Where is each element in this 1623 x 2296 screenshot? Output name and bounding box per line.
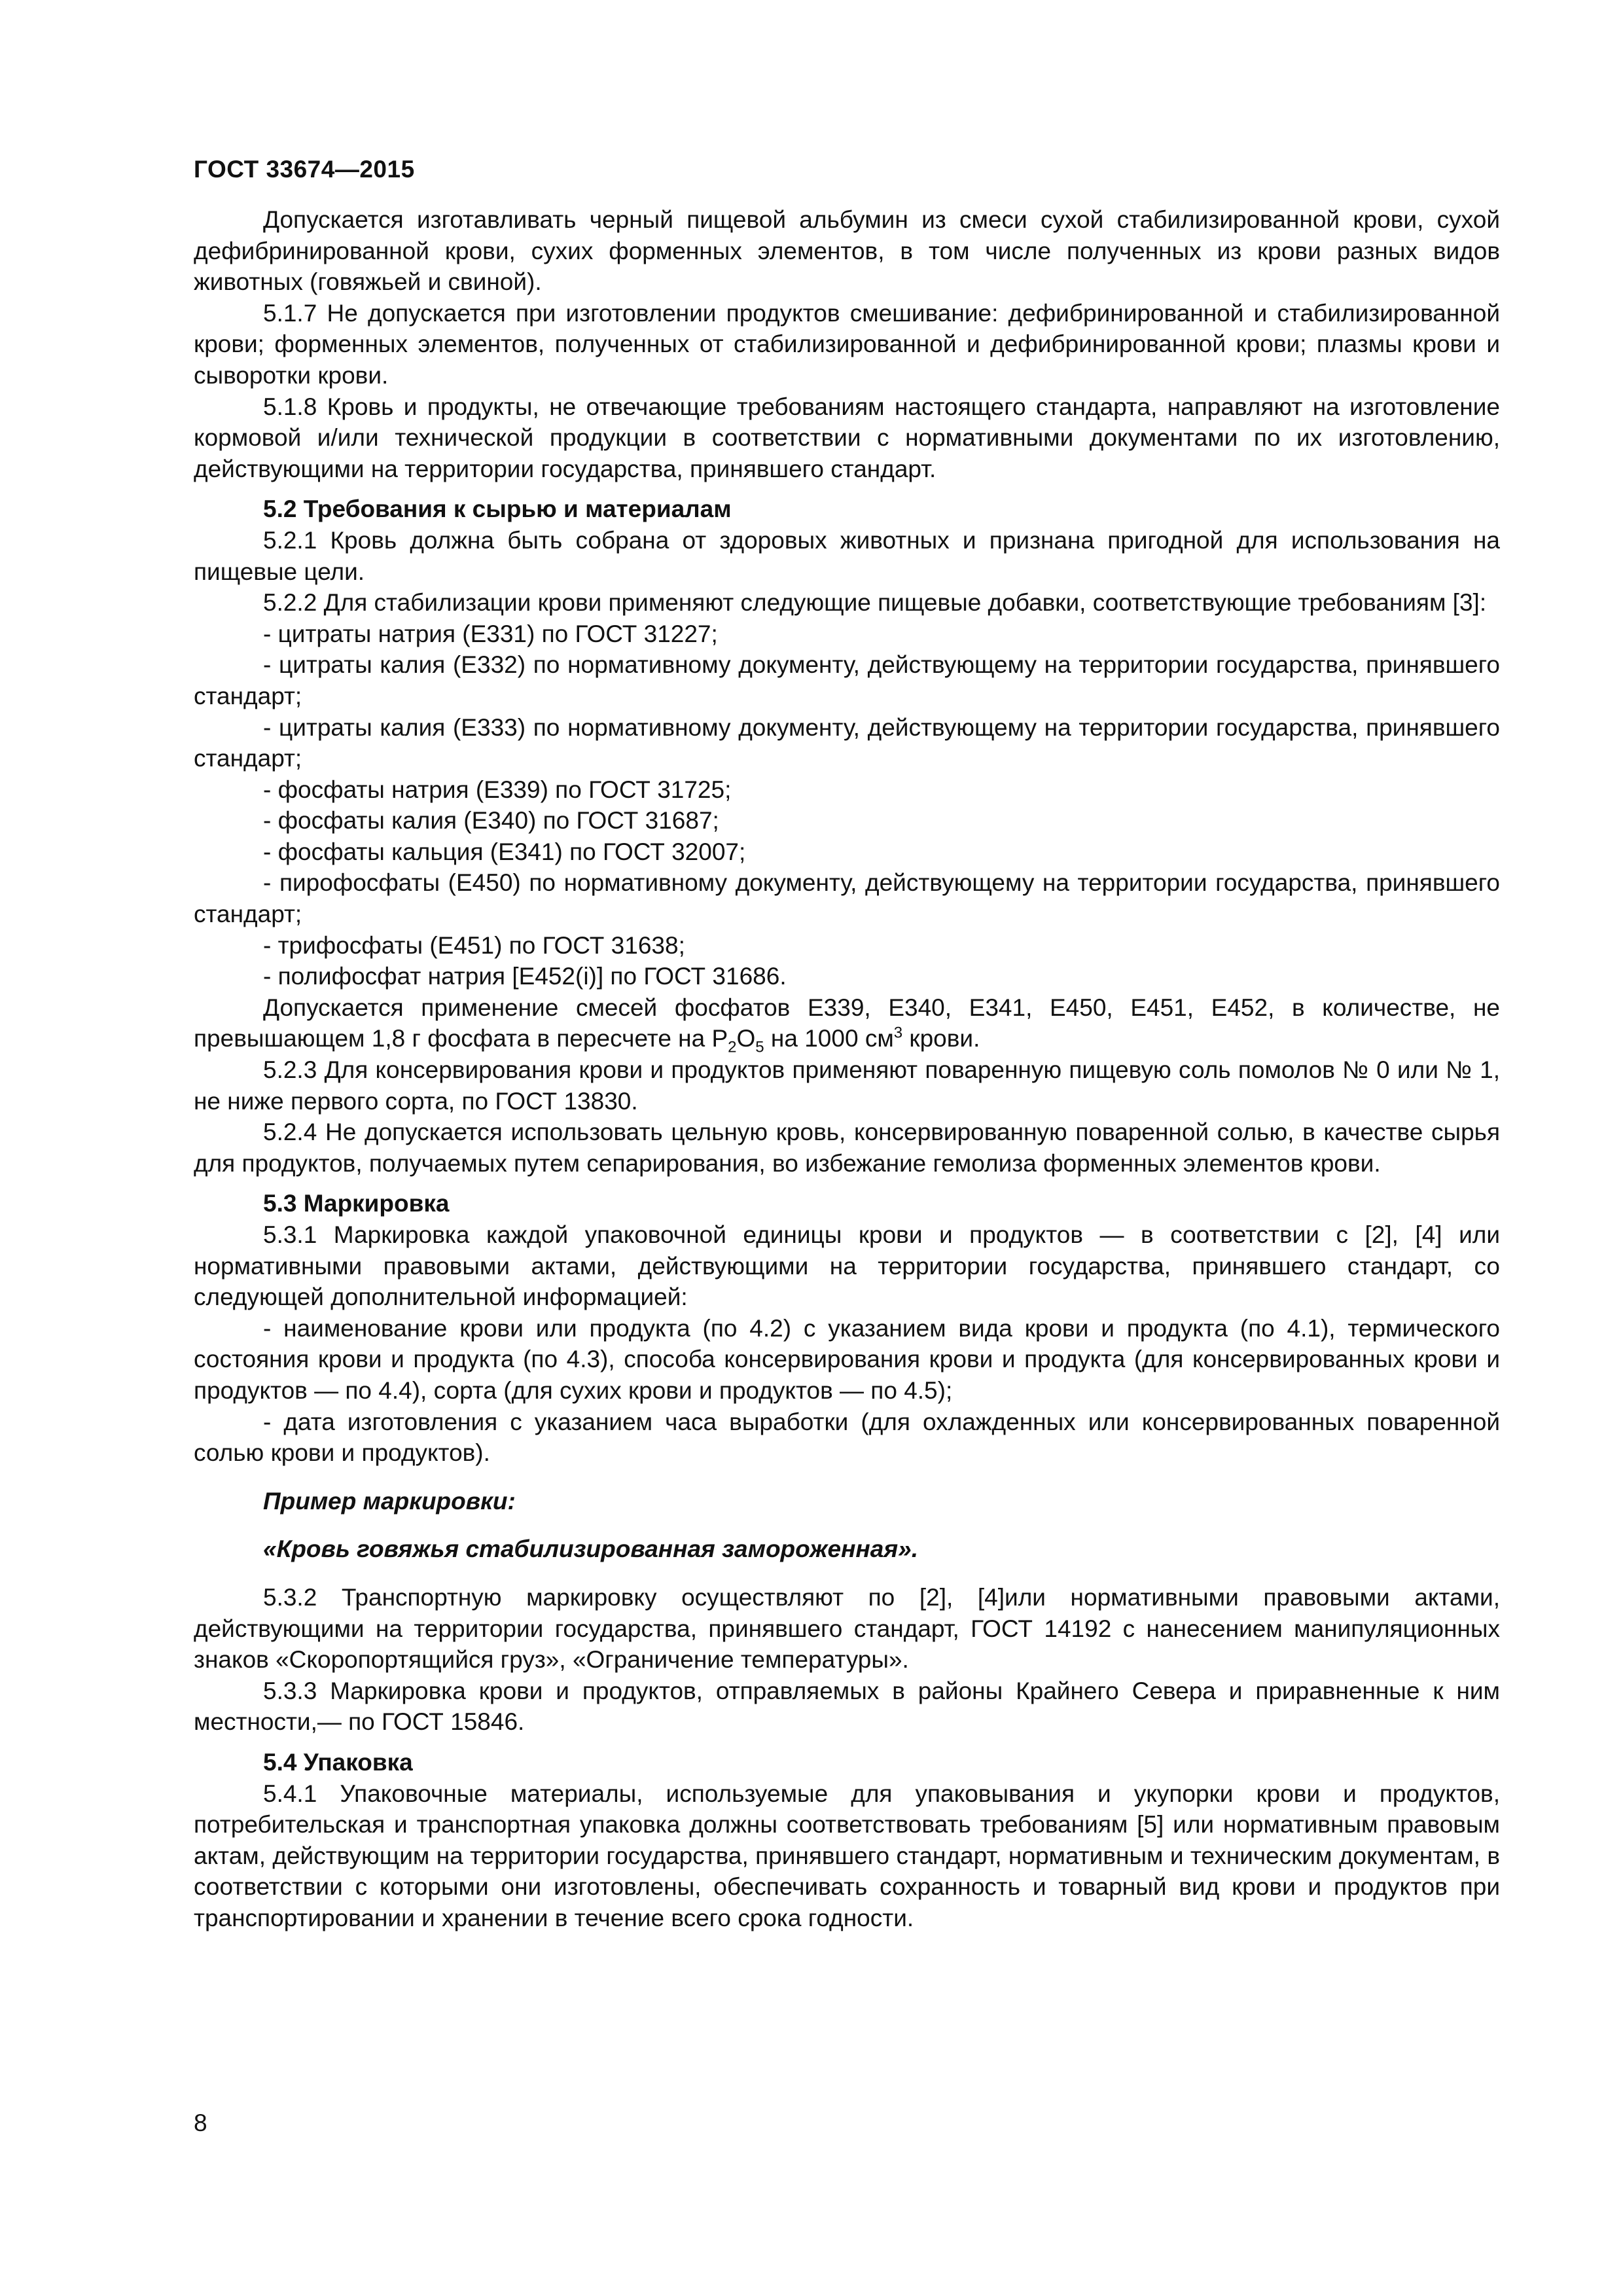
example-title: Пример маркировки: [263,1487,516,1515]
document-header: ГОСТ 33674—2015 [194,156,415,183]
list-item: - фосфаты кальция (Е341) по ГОСТ 32007; [263,838,746,865]
paragraph-5-2-1: 5.2.1 Кровь должна быть собрана от здоровых животных и признана пригодной для использования на пищевые цели. [194,526,1500,585]
list-item: - полифосфат натрия [Е452(i)] по ГОСТ 31686. [263,963,787,990]
paragraph-5-2-3: 5.2.3 Для консервирования крови и продуктов применяют поваренную пищевую соль помолов № 0 или № 1, не ниже первого сорта, по ГОСТ 13830. [194,1056,1500,1115]
list-item: - дата изготовления с указанием часа выработки (для охлажденных или консервированных поваренной солью крови и продуктов). [194,1408,1500,1467]
paragraph-5-3-3: 5.3.3 Маркировка крови и продуктов, отправляемых в районы Крайнего Севера и приравненные к ним местности,— по ГОСТ 15846. [194,1677,1500,1736]
paragraph-5-2-4: 5.2.4 Не допускается использовать цельную кровь, консервированную поваренной солью, в качестве сырья для продуктов, получаемых путем сепарирования, во избежание гемолиза форменных элементов крови. [194,1119,1500,1177]
paragraph-5-1-8: 5.1.8 Кровь и продукты, не отвечающие требованиям настоящего стандарта, направляют на изготовление кормовой и/или технической продукции в соответствии с нормативными документами по их изготовлению, действующими на территории государства, принявшего стандарт. [194,393,1500,482]
list-item: - цитраты натрия (Е331) по ГОСТ 31227; [263,620,718,647]
section-heading-5-3: 5.3 Маркировка [263,1190,450,1217]
paragraph-5-3-2: 5.3.2 Транспортную маркировку осуществляют по [2], [4]или нормативными правовыми актами, действующими на территории государства, принявшего стандарт, ГОСТ 14192 с нанесением манипуляционных знаков «Скоропортящийся груз», «Ограничение температуры». [194,1583,1500,1674]
list-item: - фосфаты калия (Е340) по ГОСТ 31687; [263,807,719,834]
paragraph-5-4-1: 5.4.1 Упаковочные материалы, используемые для упаковывания и укупорки крови и продуктов, потребительская и транспортная упаковка должны соответствовать требованиям [5] или нормативным правовым актам, действующим на территории государства, принявшего стандарт, нормативным и техническим документам, в соответствии с которыми они изготовлены, обеспечивать сохранность и товарный вид крови и продуктов при транспортировании и хранении в течение всего срока годности. [194,1780,1500,1931]
example-text: «Кровь говяжья стабилизированная замороженная». [263,1535,919,1563]
superscript: 3 [893,1024,903,1043]
document-body [194,204,1500,1933]
page-number: 8 [194,2109,207,2136]
paragraph-5-3-1: 5.3.1 Маркировка каждой упаковочной единицы крови и продуктов — в соответствии с [2], [4] или нормативными правовыми актами, действующими на территории государства, принявшего стандарт, со следующей дополнительной информацией: [194,1221,1500,1311]
subscript: 2 [728,1038,737,1056]
list-item: - пирофосфаты (Е450) по нормативному документу, действующему на территории государства, принявшего стандарт; [194,869,1500,928]
phosphate-mix-paragraph [194,992,1500,1054]
paragraph-5-2-2: 5.2.2 Для стабилизации крови применяют следующие пищевые добавки, соответствующие требованиям [3]: [263,589,1487,617]
paragraph-5-1-7: 5.1.7 Не допускается при изготовлении продуктов смешивание: дефибринированной и стабилизированной крови; форменных элементов, полученных от стабилизированной и дефибринированной крови; плазмы крови и сыворотки крови. [194,299,1500,389]
list-item: - цитраты калия (Е332) по нормативному документу, действующему на территории государства, принявшего стандарт; [194,651,1500,709]
text-run: O [736,1025,756,1052]
list-item: - фосфаты натрия (Е339) по ГОСТ 31725; [263,776,732,803]
section-heading-5-4: 5.4 Упаковка [263,1748,413,1776]
list-item: - цитраты калия (Е333) по нормативному документу, действующему на территории государства, принявшего стандарт; [194,713,1500,772]
subscript: 5 [755,1038,764,1056]
text-run: крови. [902,1025,980,1052]
text-run: на 1000 см [764,1025,894,1052]
paragraph: Допускается изготавливать черный пищевой альбумин из смеси сухой стабилизированной крови, сухой дефибринированной крови, сухих форменных элементов, в том числе полученных из крови разных видов животных (говяжьей и свиной). [194,206,1500,296]
list-item: - наименование крови или продукта (по 4.2) с указанием вида крови и продукта (по 4.1), термического состояния крови и продукта (по 4.3), способа консервирования крови и продукта (для консервированных крови и продуктов — по 4.4), сорта (для сухих крови и продуктов — по 4.5); [194,1314,1500,1404]
text-run: Допускается применение смесей фосфатов Е339, Е340, Е341, Е450, Е451, Е452, в количестве, не превышающем 1,8 г фосфата в пересчете на P [194,994,1500,1052]
list-item: - трифосфаты (Е451) по ГОСТ 31638; [263,931,685,959]
section-heading-5-2: 5.2 Требования к сырью и материалам [263,495,732,523]
